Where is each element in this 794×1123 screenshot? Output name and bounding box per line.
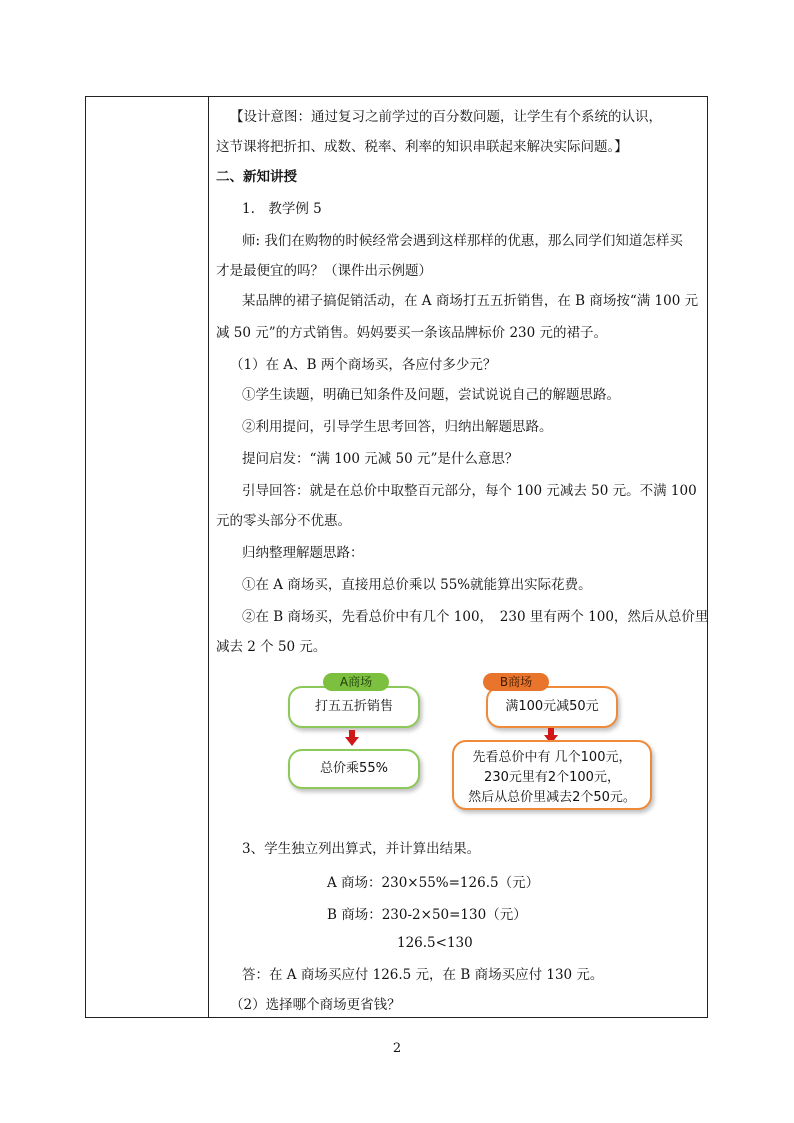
calc-a: A 商场：230×55%=126.5（元） bbox=[327, 875, 540, 891]
guided-answer-line-1: 引导回答：就是在总价中取整百元部分，每个 100 元减去 50 元。不满 100 bbox=[242, 483, 697, 499]
summary-heading: 归纳整理解题思路： bbox=[242, 545, 364, 561]
guided-answer-line-2: 元的零头部分不优惠。 bbox=[216, 513, 351, 529]
summary-b-line-1: ②在 B 商场买，先看总价中有几个 100， 230 里有两个 100，然后从总价里 bbox=[242, 609, 709, 625]
b-step1-box: 满100元减50元 bbox=[486, 686, 618, 728]
teacher-line-1: 师: 我们在购物的时候经常会遇到这样那样的优惠，那么同学们知道怎样买 bbox=[242, 233, 683, 249]
comparison: 126.5<130 bbox=[397, 935, 473, 951]
tag-a-mall: A商场 bbox=[323, 673, 389, 691]
student-task: 3、学生独立列出算式，并计算出结果。 bbox=[242, 841, 481, 857]
step-2: ②利用提问，引导学生思考回答，归纳出解题思路。 bbox=[242, 419, 553, 435]
page-number: 2 bbox=[392, 1041, 402, 1056]
a-step2-box: 总价乘55% bbox=[288, 749, 420, 789]
problem-line-2: 减 50 元”的方式销售。妈妈要买一条该品牌标价 230 元的裙子。 bbox=[216, 325, 608, 341]
question-1: （1）在 A、B 两个商场买，各应付多少元？ bbox=[230, 357, 497, 373]
problem-line-1: 某品牌的裙子搞促销活动，在 A 商场打五五折销售，在 B 商场按“满 100 元 bbox=[242, 293, 699, 309]
section-heading: 二、新知讲授 bbox=[216, 169, 297, 185]
b-step2-line-2: 230元里有2个100元， bbox=[484, 770, 620, 785]
step-1: ①学生读题，明确已知条件及问题，尝试说说自己的解题思路。 bbox=[242, 387, 620, 403]
a-step1-box: 打五五折销售 bbox=[288, 686, 420, 728]
b-step2-line-1: 先看总价中有 几个100元， bbox=[472, 750, 632, 765]
summary-a: ①在 A 商场买，直接用总价乘以 55%就能算出实际花费。 bbox=[242, 577, 592, 593]
question-2: （2）选择哪个商场更省钱？ bbox=[230, 997, 401, 1013]
example-title: 1. 教学例 5 bbox=[242, 201, 322, 217]
b-step2-line-3: 然后从总价里减去2个50元。 bbox=[468, 790, 636, 805]
lesson-table bbox=[85, 96, 708, 1018]
tag-b-mall: B商场 bbox=[483, 673, 549, 691]
answer-line: 答：在 A 商场买应付 126.5 元，在 B 商场买应付 130 元。 bbox=[242, 967, 604, 983]
design-intent-line-1: 【设计意图：通过复习之前学过的百分数问题，让学生有个系统的认识， bbox=[230, 109, 662, 125]
b-step2-box bbox=[452, 740, 652, 810]
table-content-cell bbox=[216, 97, 709, 1017]
down-arrow-icon bbox=[345, 730, 359, 746]
calc-b: B 商场：230-2×50=130（元） bbox=[327, 907, 527, 923]
teacher-line-2: 才是最便宜的吗？（课件出示例题） bbox=[216, 263, 432, 279]
prompt-question: 提问启发：“满 100 元减 50 元”是什么意思？ bbox=[242, 451, 519, 467]
design-intent-line-2: 这节课将把折扣、成数、税率、利率的知识串联起来解决实际问题。】 bbox=[216, 139, 628, 155]
summary-b-line-2: 减去 2 个 50 元。 bbox=[216, 639, 327, 655]
table-column-divider bbox=[208, 97, 209, 1017]
solution-diagram bbox=[200, 672, 660, 822]
